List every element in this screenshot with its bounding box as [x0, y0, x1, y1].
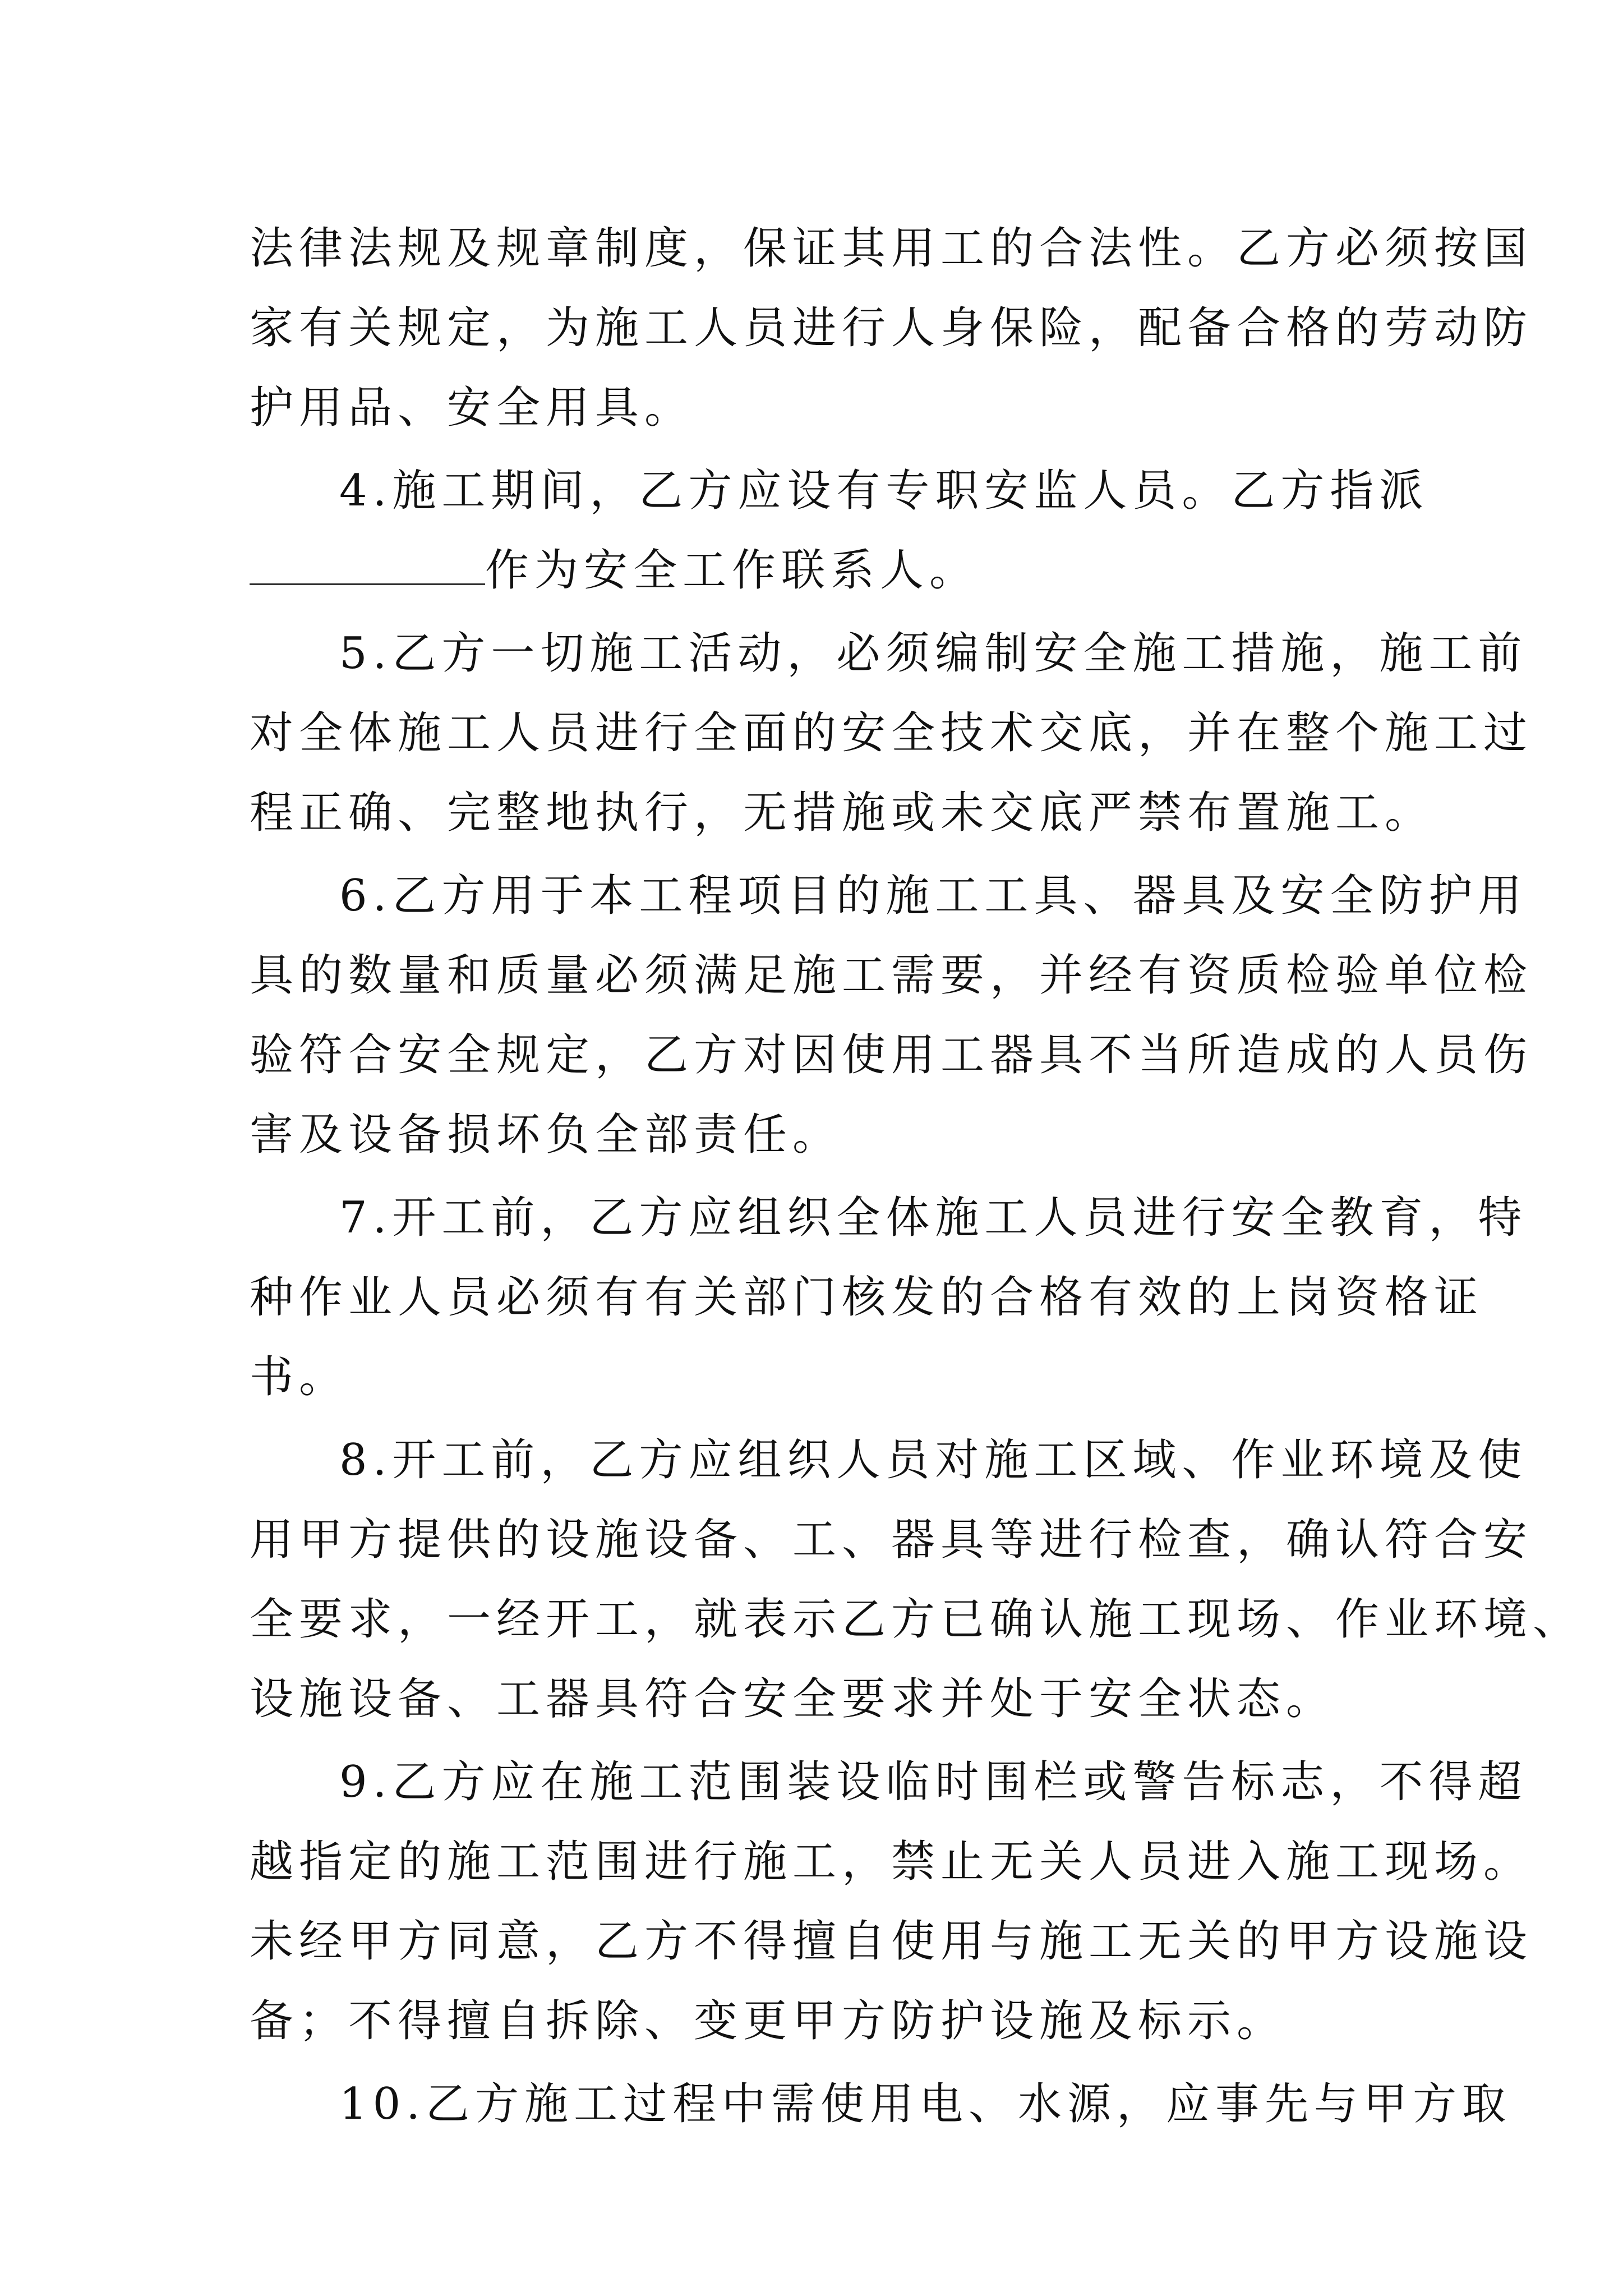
text-line: 10.乙方施工过程中需使用电、水源，应事先与甲方取 [339, 2079, 1512, 2129]
text-line: 未经甲方同意，乙方不得擅自使用与施工无关的甲方设施设 [250, 1916, 1533, 1967]
text-line: 设施设备、工器具符合安全要求并处于安全状态。 [250, 1674, 1336, 1724]
text-line: 害及设备损坏负全部责任。 [250, 1110, 842, 1160]
text-line: 护用品、安全用具。 [250, 383, 694, 433]
paragraph-item-9 [250, 1742, 1533, 2061]
text-line: 8.开工前，乙方应组织人员对施工区域、作业环境及使 [339, 1435, 1528, 1485]
document-body [250, 209, 1583, 2147]
paragraph-item-6 [250, 856, 1533, 1175]
text-line: 对全体施工人员进行全面的安全技术交底，并在整个施工过 [250, 708, 1533, 758]
text-line: 备；不得擅自拆除、变更甲方防护设施及标示。 [250, 1996, 1287, 2046]
text-line: 程正确、完整地执行，无措施或未交底严禁布置施工。 [250, 788, 1435, 838]
text-line: 具的数量和质量必须满足施工需要，并经有资质检验单位检 [250, 950, 1533, 1001]
text-line: 家有关规定，为施工人员进行人身保险，配备合格的劳动防 [250, 303, 1533, 353]
paragraph-item-4 [250, 451, 1429, 610]
text-line: 全要求，一经开工，就表示乙方已确认施工现场、作业环境、 [250, 1594, 1583, 1645]
paragraph-item-7 [250, 1178, 1528, 1417]
text-line: 4.施工期间，乙方应设有专职安监人员。乙方指派 [339, 466, 1429, 516]
text-line: 6.乙方用于本工程项目的施工工具、器具及安全防护用 [339, 871, 1528, 921]
text-line-with-blank [250, 531, 1394, 610]
paragraph-continuation [250, 209, 1533, 448]
paragraph-item-8 [250, 1420, 1583, 1739]
text-line: 书。 [250, 1352, 349, 1402]
text-after-blank: 作为安全工作联系人。 [485, 545, 979, 596]
text-line: 9.乙方应在施工范围装设临时围栏或警告标志，不得超 [339, 1757, 1528, 1807]
text-line: 5.乙方一切施工活动，必须编制安全施工措施，施工前 [339, 628, 1528, 679]
text-line: 种作业人员必须有有关部门核发的合格有效的上岗资格证 [250, 1272, 1484, 1323]
text-line: 越指定的施工范围进行施工，禁止无关人员进入施工现场。 [250, 1837, 1533, 1887]
text-line: 验符合安全规定，乙方对因使用工器具不当所造成的人员伤 [250, 1030, 1533, 1080]
fill-in-blank[interactable] [250, 544, 485, 585]
text-line: 法律法规及规章制度，保证其用工的合法性。乙方必须按国 [250, 223, 1533, 274]
text-line: 用甲方提供的设施设备、工、器具等进行检查，确认符合安 [250, 1515, 1533, 1565]
paragraph-item-5 [250, 614, 1533, 853]
text-line: 7.开工前，乙方应组织全体施工人员进行安全教育，特 [339, 1193, 1528, 1243]
paragraph-item-10 [250, 2064, 1512, 2144]
